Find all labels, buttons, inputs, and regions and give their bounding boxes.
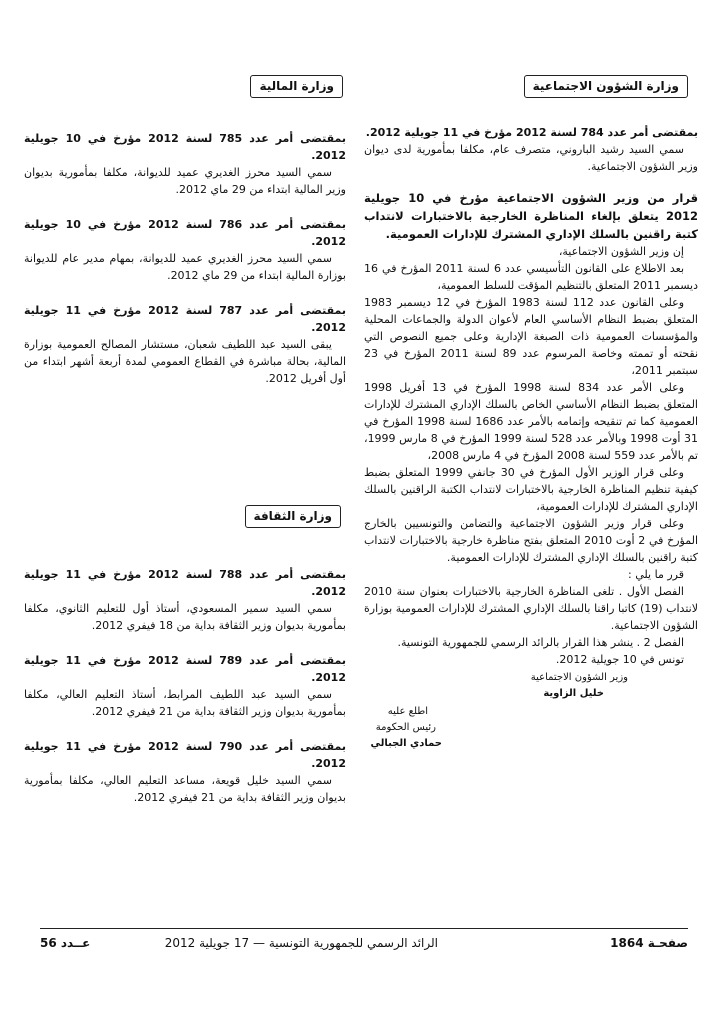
- decree-790-title: بمقتضى أمر عدد 790 لسنة 2012 مؤرخ في 11 جويلية 2012.: [24, 740, 346, 770]
- decision-visa-2: وعلى القانون عدد 112 لسنة 1983 المؤرخ في 12 ديسمبر 1983 المتعلق بضبط النظام الأساسي العام لأعوان الدولة والجماعات المحلية والمؤسسات العمومية ذات الصبغة الإدارية وعلى جميع النصوص التي نقحته أو تممته وخاصة المرسوم عدد 89 لسنة 2011 المؤرخ في 23 سبتمبر 2011،: [364, 296, 699, 377]
- signatory-name: خليل الزاوية: [543, 688, 604, 699]
- decision-preamble: إن وزير الشؤون الاجتماعية،: [558, 245, 684, 258]
- signatory-role: وزير الشؤون الاجتماعية: [530, 672, 628, 683]
- decision-visa-1: بعد الاطلاع على القانون التأسيسي عدد 6 لسنة 2011 المؤرخ في 16 ديسمبر 2011 المتعلق بالتنظيم المؤقت للسلط العمومية،: [364, 262, 698, 292]
- decision-decides: قرر ما يلي :: [628, 568, 684, 581]
- ministry-heading-social: وزارة الشؤون الاجتماعية: [524, 75, 688, 98]
- decree-787-body: يبقى السيد عبد اللطيف شعبان، مستشار المصالح العمومية بوزارة المالية، بحالة مباشرة في القطاع العمومي لمدة أربعة أشهر ابتداء من أول أفريل 2012.: [24, 338, 346, 385]
- decree-786-body: سمي السيد محرز الغديري عميد للديوانة، بمهام مدير عام للديوانة بوزارة المالية ابتداء من 29 ماي 2012.: [24, 252, 346, 282]
- seen-label: اطلع عليه: [387, 706, 428, 717]
- decree-785-body: سمي السيد محرز الغديري عميد للديوانة، مكلفا بمأمورية بديوان وزير المالية ابتداء من 29 ماي 2012.: [24, 166, 346, 196]
- decree-785-title: بمقتضى أمر عدد 785 لسنة 2012 مؤرخ في 10 جويلية 2012.: [24, 132, 346, 162]
- decision-title: قرار من وزير الشؤون الاجتماعية مؤرخ في 10 جويلية 2012 يتعلق بإلغاء المناظرة الخارجية بالاختبارات لانتداب كتبة راقنين بالسلك الإداري المشترك للإدارات العمومية.: [364, 191, 698, 241]
- decision-visa-5: وعلى قرار وزير الشؤون الاجتماعية والتضامن والتونسيين بالخارج المؤرخ في 2 أوت 2010 المتعلق بفتح مناظرة خارجية بالاختبارات لانتداب كتبة راقنين بالسلك الإداري المشترك للإدارات العمومية.: [364, 517, 698, 564]
- decision-article-2: الفصل 2 . ينشر هذا القرار بالرائد الرسمي للجمهورية التونسية.: [397, 636, 684, 649]
- page-number: صفحـة 1864: [610, 936, 688, 950]
- decree-789-body: سمي السيد عبد اللطيف المرابط، أستاذ التعليم العالي، مكلفا بمأمورية بديوان وزير الثقافة بداية من 21 فيفري 2012.: [24, 688, 346, 718]
- pm-role: رئيس الحكومة: [375, 722, 436, 733]
- footer-divider: [40, 928, 688, 929]
- decree-784-title: بمقتضى أمر عدد 784 لسنة 2012 مؤرخ في 11 جويلية 2012.: [365, 126, 698, 139]
- decision-article-1: الفصل الأول . تلغى المناظرة الخارجية بالاختبارات بعنوان سنة 2010 لانتداب (19) كاتبا راقنا بالسلك الإداري المشترك للإدارات العمومية بوزارة الشؤون الاجتماعية.: [364, 585, 698, 632]
- decree-788-title: بمقتضى أمر عدد 788 لسنة 2012 مؤرخ في 11 جويلية 2012.: [24, 568, 346, 598]
- decree-789-title: بمقتضى أمر عدد 789 لسنة 2012 مؤرخ في 11 جويلية 2012.: [24, 654, 346, 684]
- decree-790-body: سمي السيد خليل قويعة، مساعد التعليم العالي، مكلفا بمأمورية بديوان وزير الثقافة بداية من 21 فيفري 2012.: [24, 774, 346, 804]
- page-footer: [40, 936, 688, 956]
- right-column: [364, 124, 698, 752]
- left-column: [24, 130, 346, 387]
- decision-visa-3: وعلى الأمر عدد 834 لسنة 1998 المؤرخ في 13 أفريل 1998 المتعلق بضبط النظام الأساسي الخاص بالسلك الإداري المشترك للإدارات العمومية كما تم تنقيحه وإتمامه بالأمر عدد 1686 لسنة 1998 المؤرخ في 31 أوت 1998 وبالأمر عدد 528 لسنة 1999 المؤرخ في 8 مارس 1999، تم بالأمر عدد 559 لسنة 2008 المؤرخ في 4 مارس 2008،: [364, 381, 699, 462]
- issue-number: عــدد 56: [40, 936, 91, 950]
- journal-title: الرائد الرسمي للجمهورية التونسية — 17 جويلية 2012: [164, 936, 438, 950]
- decree-786-title: بمقتضى أمر عدد 786 لسنة 2012 مؤرخ في 10 جويلية 2012.: [24, 218, 346, 248]
- decision-visa-4: وعلى قرار الوزير الأول المؤرخ في 30 جانفي 1999 المتعلق بضبط كيفية تنظيم المناظرة الخارجية بالاختبارات لانتداب الكتبة الراقنين بالسلك الإداري المشترك للإدارات العمومية،: [364, 466, 698, 513]
- decision-date: تونس في 10 جويلية 2012.: [555, 653, 684, 666]
- pm-name: حمادي الجبالي: [370, 738, 442, 749]
- ministry-heading-culture: وزارة الثقافة: [245, 505, 341, 528]
- decree-787-title: بمقتضى أمر عدد 787 لسنة 2012 مؤرخ في 11 جويلية 2012.: [24, 304, 346, 334]
- ministry-heading-finance: وزارة المالية: [250, 75, 343, 98]
- decree-788-body: سمي السيد سمير المسعودي، أستاذ أول للتعليم الثانوي، مكلفا بمأمورية بديوان وزير الثقافة بداية من 18 فيفري 2012.: [24, 602, 346, 632]
- decree-784-body: سمي السيد رشيد الباروني، متصرف عام، مكلفا بمأمورية لدى ديوان وزير الشؤون الاجتماعية.: [364, 143, 698, 173]
- left-column-culture: [24, 566, 346, 806]
